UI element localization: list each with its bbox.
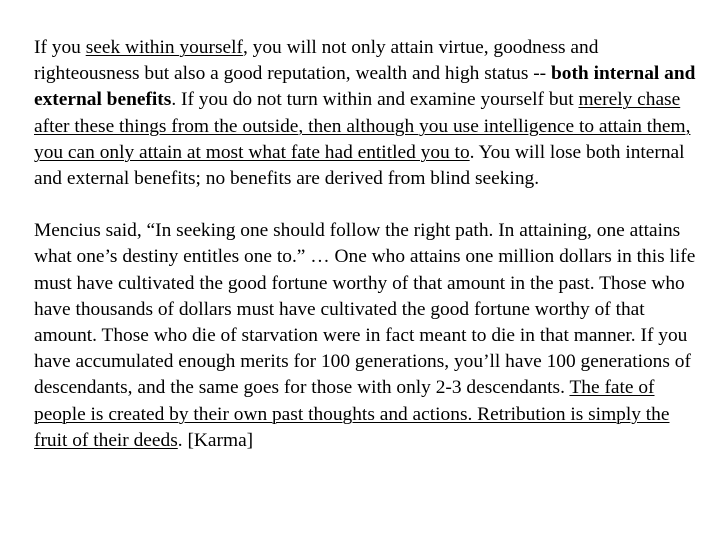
bold-phrase-benefits: both internal and external benefits: [34, 63, 696, 111]
text-run: . You will lose both internal and external benefits; no benefits are derived from blind seeking.: [34, 141, 685, 190]
underlined-phrase-seek-within: seek within yourself: [85, 37, 243, 58]
slide-text-body: [34, 35, 702, 454]
text-run: If you: [34, 37, 86, 58]
text-run: . [Karma]: [177, 429, 254, 451]
paragraph-seeking-within: [34, 35, 702, 192]
underlined-phrase-chase-outside: merely chase after these things from the outside, then although you use intelligence to attain them,: [34, 89, 691, 137]
text-run: . If you do not turn within and examine yourself but: [171, 89, 579, 111]
text-run: , you will not only attain virtue, goodness and righteousness but also a good reputation, wealth and high status --: [34, 37, 599, 85]
paragraph-mencius: [34, 218, 702, 454]
underlined-phrase-fate-entitled: you can only attain at most what fate had entitled you to: [34, 141, 470, 163]
text-run: Mencius said, “In seeking one should follow the right path. In attaining, one attains what one’s destiny entitles one to.” … One who attains one million dollars in this life must have cultivated the good fortune worthy of that amount in the past. Those who have thousands of dollars must have cultivated the good fortune worthy of that amount. Those who die of starvation were in fact meant to die in that manner. If you have accumulated enough merits for 100 generations, you’ll have 100 generations of descendants, and the same goes for those with only 2-3 descendants.: [34, 220, 696, 399]
underlined-phrase-fate-created: The fate of people is created by their own past thoughts and actions. Retribution is simply the fruit of their deeds: [34, 377, 670, 451]
